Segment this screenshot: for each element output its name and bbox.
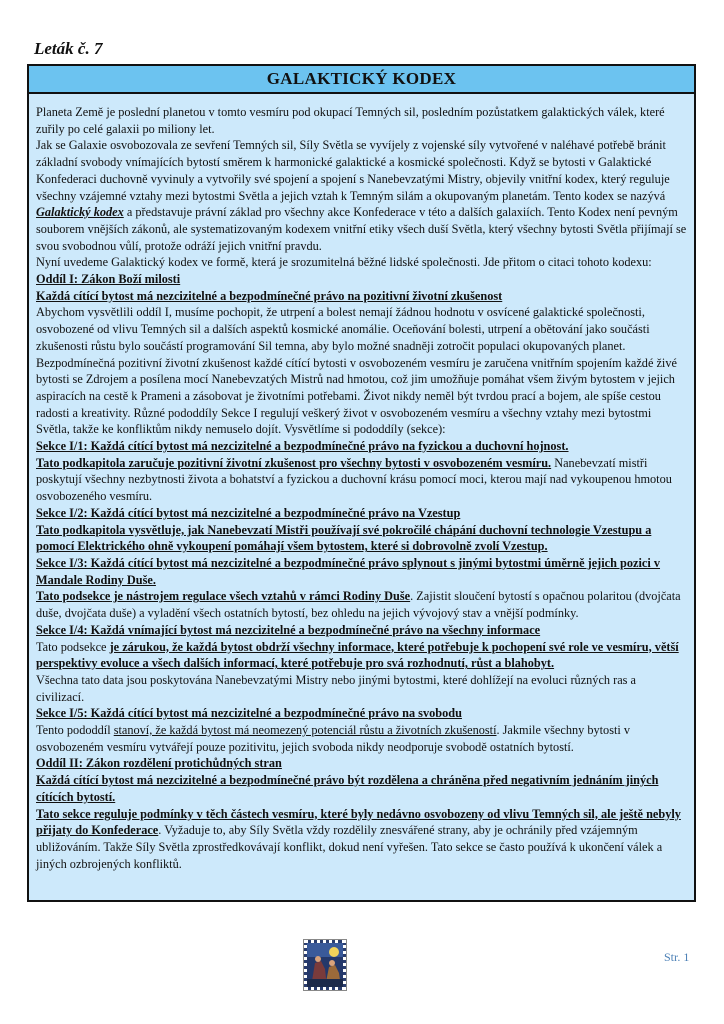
section-2-body: [36, 806, 687, 873]
section-1-paragraph-1: Abychom vysvětlili oddíl I, musíme pochopit, že utrpení a bolest nemají žádnou hodnotu v osvícené galaktické společnosti, osvobozené od vlivu Temných sil a dalších aspektů kosmické anomálie. Oceňování bolesti, utrpení a obětování jako součásti zkušenosti růstu bylo součástí programování Sil temna, aby bylo možné snadněji zotročit populaci okupovaných planet.: [36, 305, 650, 353]
subsection-1-4-text: Všechna tato data jsou poskytována Nanebevzatými Mistry nebo jinými bytostmi, které dohlížejí na evoluci různých ras a civilizací.: [36, 672, 636, 704]
paragraph-history-a: Jak se Galaxie osvobozovala ze sevření Temných sil, Síly Světla se vyvíjely z vojenské síly vytvořené v naléhavé potřebě bránit základní svobody vnímajících bytostí směrem k harmonické galaktické a kosmické společnosti. Když se bytosti v Galaktické Konfederaci duchovně vyvinuly a vytvořily své spojení a spojení s Nanebevzatými Mistry, objevily vnitřní kodex, který reguluje všechny vzájemné vztahy mezi bytostmi Světla a jejich vztah k Temným silám a okupovaným planetám. Tento kodex se nazývá: [36, 138, 670, 203]
section-2-lead-2: Tato sekce reguluje podmínky v těch částech vesmíru, které byly nedávno osvobozeny od vlivu Temných sil, ale ještě nebyly přijaty do Konfederace: [36, 806, 681, 838]
section-1-heading: Oddíl I: Zákon Boží milosti: [36, 272, 181, 287]
subsection-1-5-heading: Sekce I/5: Každá cítící bytost má nezcizitelné a bezpodmínečné právo na svobodu: [36, 706, 462, 721]
subsection-1-5-body: [36, 722, 687, 755]
subsection-1-1-text: Nanebevzatí mistři poskytují všechny nezbytnosti života a bohatství a fyzickou a duchovní krásu pomocí moci, kterou mají nad vykoupenou hmotou osvobozeného vesmíru.: [36, 455, 672, 504]
subsection-1-3-lead-b: je nástrojem regulace všech vztahů v rámci Rodiny Duše: [110, 589, 411, 604]
subsection-1-2-lead: Tato podkapitola vysvětluje, jak Nanebevzatí Mistři používají své pokročilé chápání duchovní technologie Vzestupu a pomocí Elektrického ohně vykoupení pomáhají všem bytostem, které si dobrovolně zvolí Vzestup.: [36, 522, 652, 554]
subsection-1-4-heading: Sekce I/4: Každá vnímající bytost má nezcizitelné a bezpodmínečné právo na všechny informace: [36, 622, 541, 637]
subsection-1-5-text: . Jakmile všechny bytosti v osvobozeném vesmíru vytvářejí pouze pozitivitu, jejich svoboda nikdy neodporuje svobodě ostatních bytostí.: [36, 723, 631, 754]
paragraph-intro: Planeta Země je poslední planetou v tomto vesmíru pod okupací Temných sil, posledním pozůstatkem galaktických válek, které zuřily po celé galaxii po miliony let.: [36, 105, 665, 136]
paragraph-history: [36, 137, 687, 254]
section-2-heading: Oddíl II: Zákon rozdělení protichůdných stran: [36, 756, 282, 771]
paragraph-citation: Nyní uvedeme Galaktický kodex ve formě, která je srozumitelná běžné lidské společnosti. Jde přitom o citaci tohoto kodexu:: [36, 255, 652, 270]
section-2-text: . Vyžaduje to, aby Síly Světla vždy rozdělily znesvářené strany, aby je ochránily před vzájemným ubližováním. Takže Síly Světla zprostředkovávají konflikt, dokud není vyřešen. Tato sekce se často používá k ukončení válek a jiných ozbrojených konfliktů.: [36, 823, 663, 871]
postage-stamp-icon: [304, 940, 346, 990]
page-number: Str. 1: [664, 950, 690, 964]
subsection-1-4-intro: Tato podsekce: [36, 639, 110, 654]
subsection-1-1-heading: Sekce I/1: Každá cítící bytost má nezcizitelné a bezpodmínečné právo na fyzickou a duchovní hojnost.: [36, 439, 569, 454]
subsection-1-3-lead-a: Tato podsekce: [36, 589, 111, 604]
paragraph-history-b: a představuje právní základ pro všechny akce Konfederace v této a dalších galaxiích. Tento Kodex není pevným souborem vnějších zákonů, ale systematizovaným kodexem vnitřní etiky všech duší Světla, který všechny bytosti Světla přijímají se svou svobodnou vůlí, protože odráží jejich vnitřní pravdu.: [36, 205, 687, 253]
galactic-code-term: Galaktický kodex: [36, 205, 124, 220]
page-title: GALAKTICKÝ KODEX: [29, 66, 694, 94]
subsection-1-4-body: [36, 639, 687, 672]
subsection-1-4-lead: je zárukou, že každá bytost obdrží všechny informace, které potřebuje k pochopení své role ve vesmíru, větší perspektivy evoluce a všech dalších informací, které potřebuje pro svá rozhodnutí, růst a blahobyt.: [36, 639, 679, 671]
subsection-1-3-heading: Sekce I/3: Každá cítící bytost má nezcizitelné a bezpodmínečné právo splynout s jinými bytostmi úměrně jejich pozici v Mandale Rodiny Duše.: [36, 555, 661, 587]
section-1-paragraph-2: Bezpodmínečná pozitivní životní zkušenost každé cítící bytosti v osvobozeném vesmíru je zaručena vnitřním spojením každé živé bytosti se Zdrojem a posílena mocí Nanebevzatých Mistrů nad hmotou, což jim umožňuje pomáhat všem živým bytostem v jejich aspiracích na cestě k Prameni a zásobovat je životními potřebami. Život nikdy neměl být tvrdou prací a bojem, ale spíše cestou radosti a kreativity. Různé pododdíly Sekce I regulují veškerý život v osvobozeném vesmíru a všechny vztahy mezi bytostmi Světla, takže ke konfliktům nikdy nemuselo dojít. Vysvětlíme si pododdíly (sekce):: [36, 355, 677, 437]
section-2-lead-1: Každá cítící bytost má nezcizitelné a bezpodmínečné právo být rozdělena a chráněna před negativním jednáním jiných cítících bytostí.: [36, 773, 659, 804]
subsection-1-2-heading: Sekce I/2: Každá cítící bytost má nezcizitelné a bezpodmínečné právo na Vzestup: [36, 505, 461, 520]
stamp-image-icon: [307, 943, 343, 987]
subsection-1-3-body: [36, 588, 687, 621]
subsection-1-3-text: . Zajistit sloučení bytostí s opačnou polaritou (dvojčata duše, dvojčata duše) a vyladění všech ostatních bytostí, bez ohledu na jejich vývojový stav a vnější podmínky.: [36, 589, 681, 621]
document-body: [29, 94, 694, 872]
subsection-1-5-intro: Tento pododdíl: [36, 723, 114, 738]
subsection-1-1-body: [36, 455, 687, 505]
subsection-1-1-lead: Tato podkapitola zaručuje pozitivní životní zkušenost pro všechny bytosti v osvobozeném vesmíru.: [36, 455, 552, 470]
subsection-1-5-lead: stanoví, že každá bytost má neomezený potenciál růstu a životních zkušeností: [113, 723, 497, 738]
section-1-lead: Každá cítící bytost má nezcizitelné a bezpodmínečné právo na pozitivní životní zkušenost: [36, 288, 503, 303]
content-frame: [27, 64, 696, 902]
document-label: Leták č. 7: [34, 39, 103, 58]
